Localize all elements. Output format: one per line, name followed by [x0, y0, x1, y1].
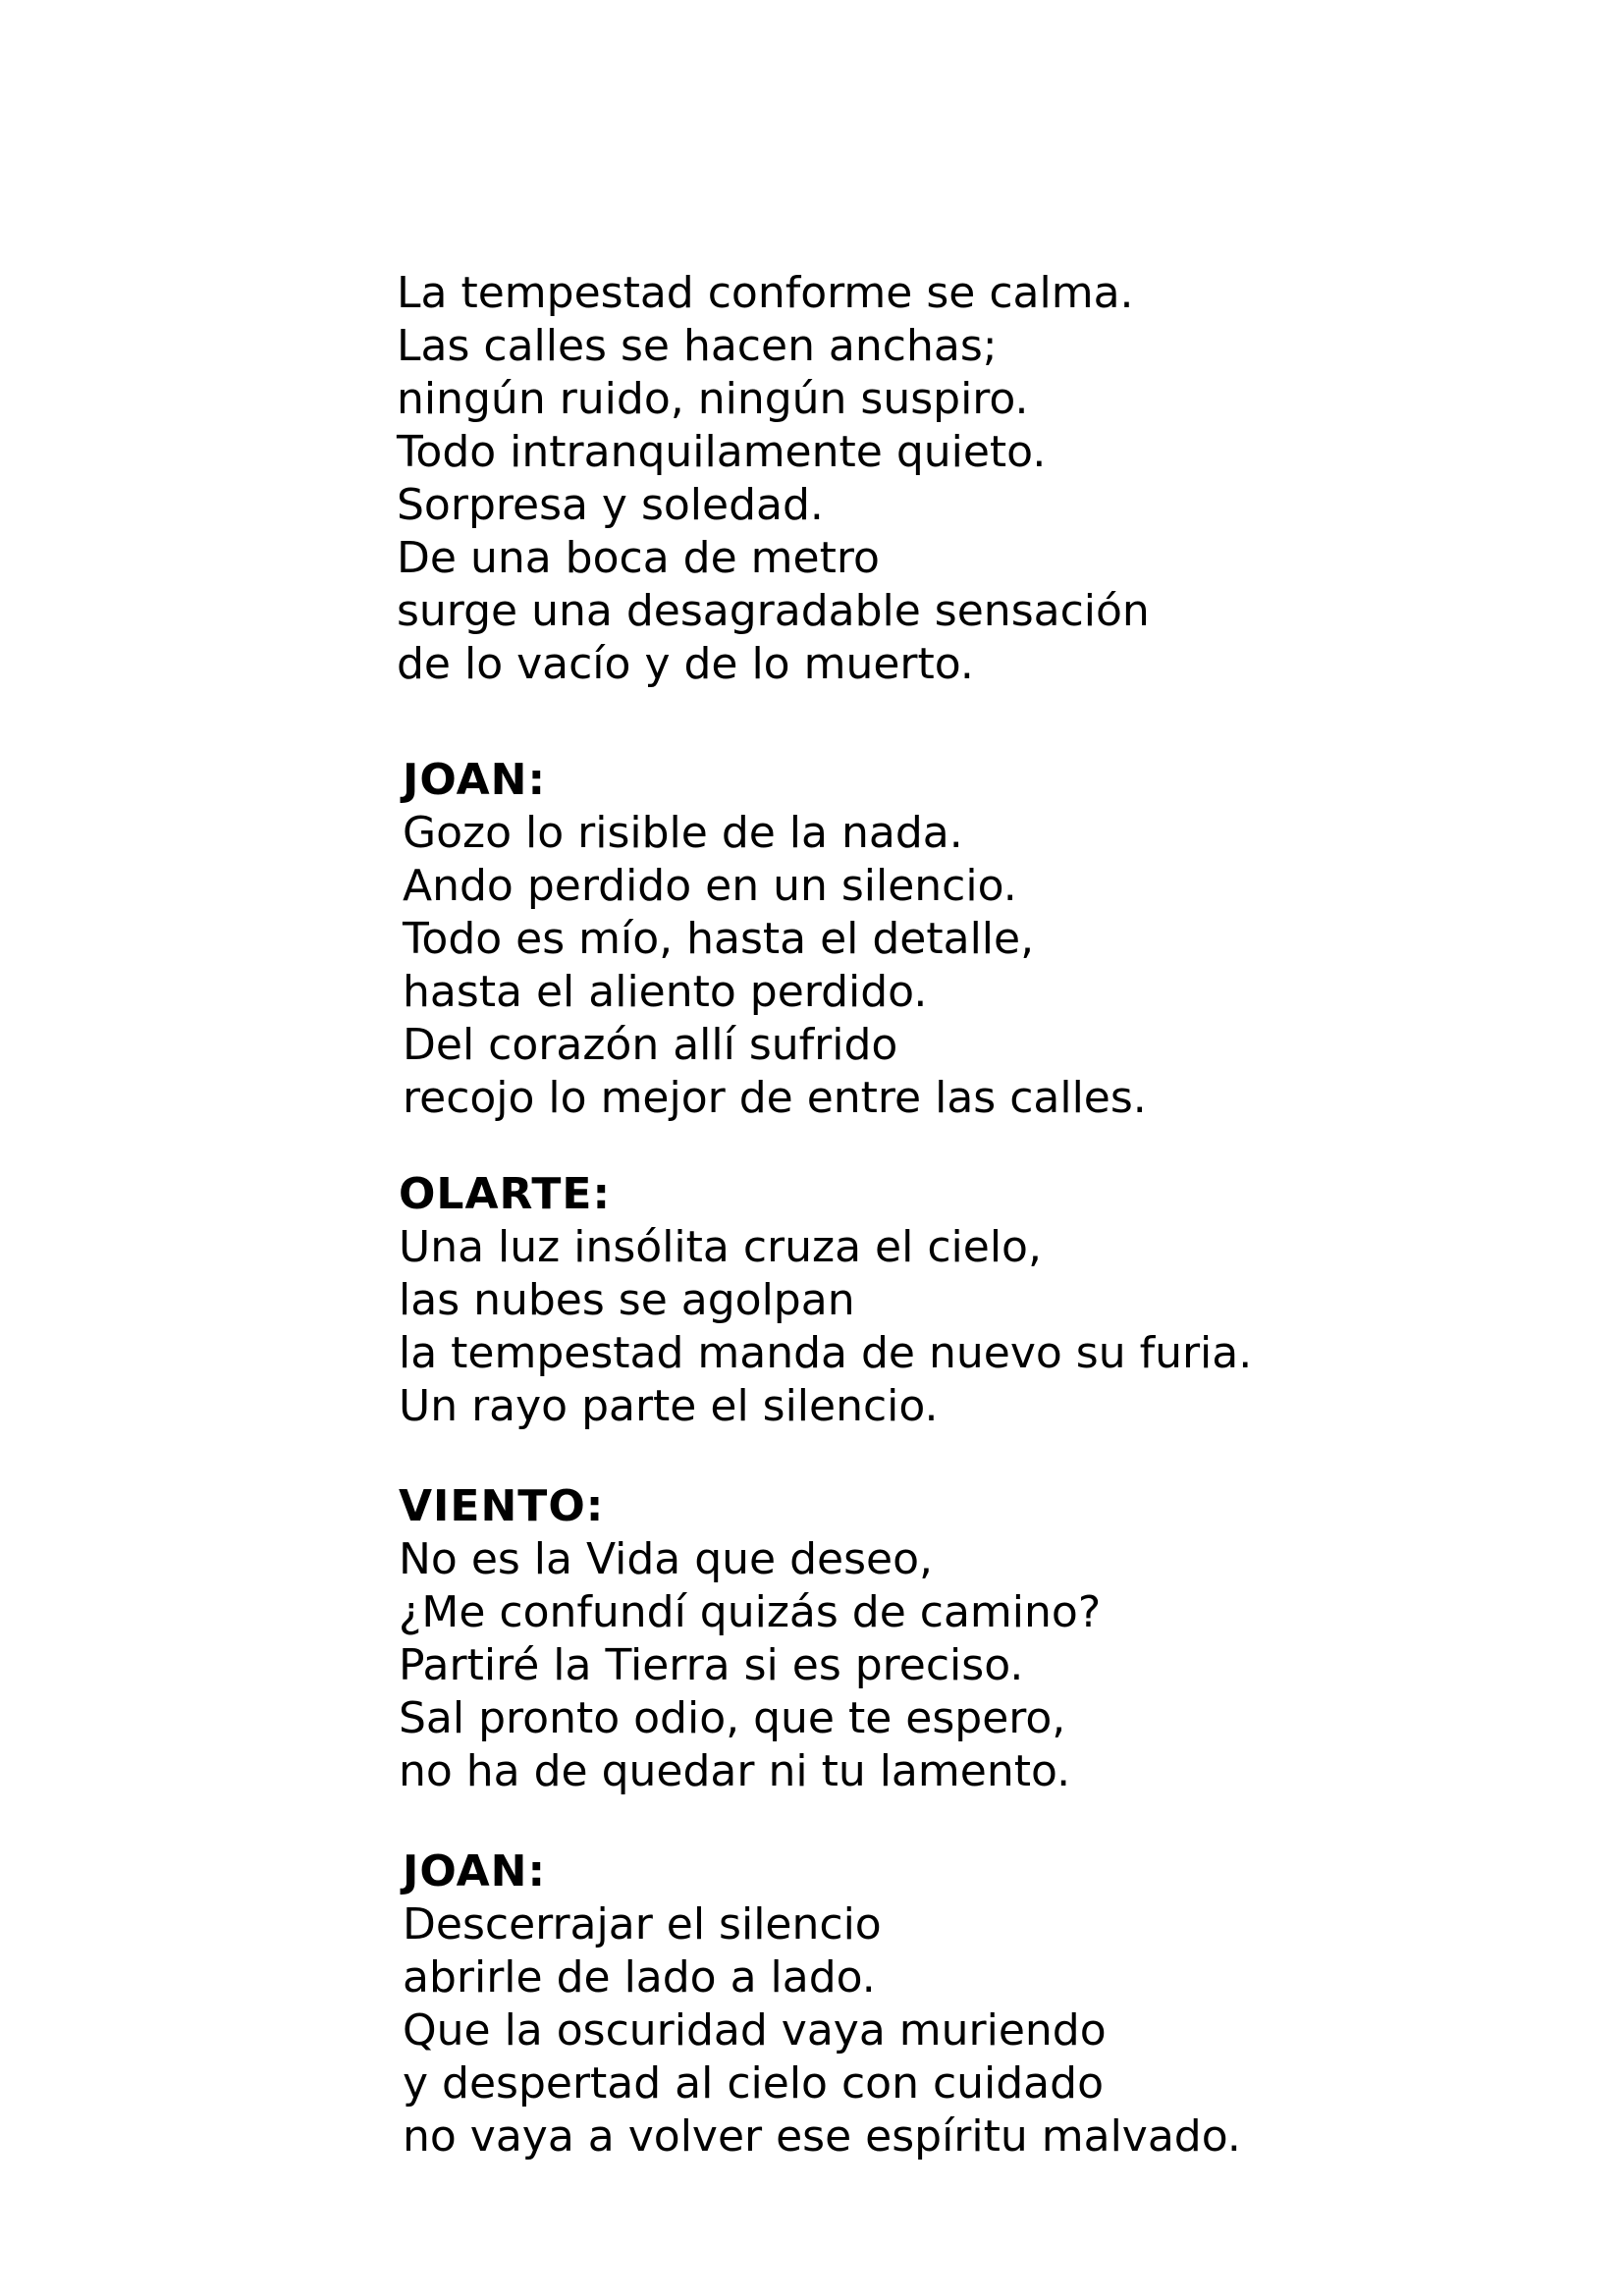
- verse-line: recojo lo mejor de entre las calles.: [403, 1073, 1147, 1123]
- speech-viento: [399, 1480, 1101, 1798]
- verse-line: La tempestad conforme se calma.: [397, 268, 1134, 318]
- verse-line: Que la oscuridad vaya muriendo: [403, 2005, 1107, 2056]
- verse-line: no vaya a volver ese espíritu malvado.: [403, 2111, 1241, 2162]
- verse-line: ningún ruido, ningún suspiro.: [397, 374, 1029, 424]
- verse-line: Sal pronto odio, que te espero,: [399, 1693, 1066, 1743]
- verse-line: abrirle de lado a lado.: [403, 1952, 876, 2002]
- verse-line: hasta el aliento perdido.: [403, 967, 928, 1017]
- verse-line: Sorpresa y soledad.: [397, 480, 824, 530]
- verse-line: No es la Vida que deseo,: [399, 1534, 933, 1584]
- verse-line: la tempestad manda de nuevo su furia.: [399, 1328, 1253, 1378]
- verse-line: Todo es mío, hasta el detalle,: [403, 914, 1035, 964]
- speaker-name: JOAN:: [403, 1846, 547, 1896]
- verse-line: no ha de quedar ni tu lamento.: [399, 1746, 1071, 1796]
- verse-line: ¿Me confundí quizás de camino?: [399, 1587, 1102, 1637]
- speech-joan-2: [403, 1845, 1241, 2163]
- verse-line: Todo intranquilamente quieto.: [397, 427, 1047, 477]
- speech-joan-1: [403, 754, 1147, 1125]
- verse-line: Una luz insólita cruza el cielo,: [399, 1222, 1042, 1272]
- verse-line: Las calles se hacen anchas;: [397, 321, 998, 371]
- verse-line: Ando perdido en un silencio.: [403, 861, 1017, 911]
- verse-line: Descerrajar el silencio: [403, 1899, 882, 1949]
- verse-line: De una boca de metro: [397, 533, 880, 583]
- verse-line: Del corazón allí sufrido: [403, 1020, 898, 1070]
- speech-olarte: [399, 1168, 1252, 1433]
- intro-stanza: [397, 267, 1150, 691]
- verse-line: surge una desagradable sensación: [397, 586, 1150, 636]
- speaker-name: VIENTO:: [399, 1481, 605, 1531]
- verse-line: Gozo lo risible de la nada.: [403, 808, 963, 858]
- verse-line: Partiré la Tierra si es preciso.: [399, 1640, 1024, 1690]
- verse-line: Un rayo parte el silencio.: [399, 1381, 939, 1431]
- speaker-name: OLARTE:: [399, 1169, 612, 1219]
- verse-line: las nubes se agolpan: [399, 1275, 855, 1325]
- verse-line: de lo vacío y de lo muerto.: [397, 639, 974, 689]
- speaker-name: JOAN:: [403, 755, 547, 805]
- verse-line: y despertad al cielo con cuidado: [403, 2058, 1104, 2109]
